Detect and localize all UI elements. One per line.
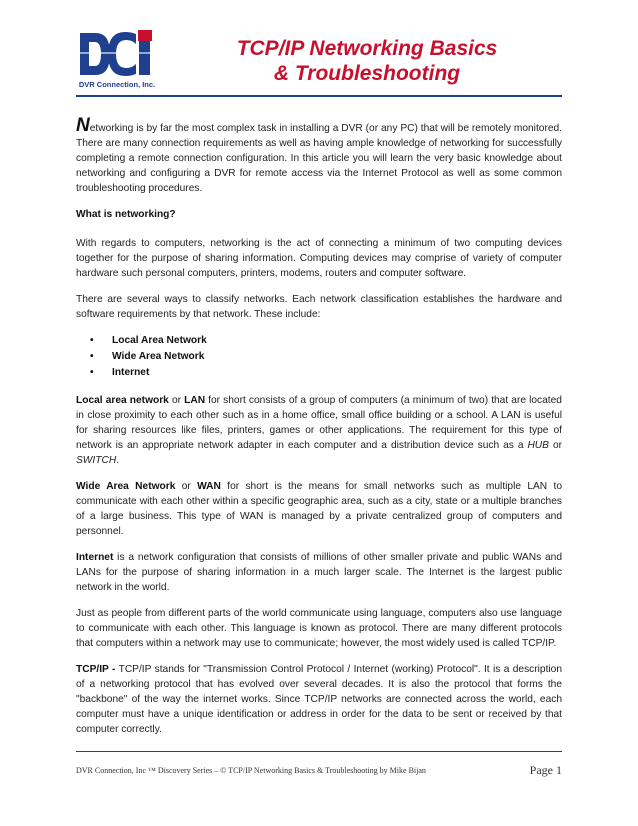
list-item: • Wide Area Network	[102, 349, 562, 365]
logo-subtitle: DVR Connection, Inc.	[78, 80, 156, 89]
classify-paragraph: There are several ways to classify networks. Each network classification establishes the hardware and software requirements by that network. These include:	[76, 294, 562, 320]
tcpip-paragraph	[76, 662, 562, 737]
page-header	[76, 30, 562, 95]
section-heading: What is networking?	[76, 209, 176, 220]
lan-hub: HUB	[527, 440, 549, 451]
wan-abbr: WAN	[197, 481, 221, 492]
lan-switch: SWITCH	[76, 455, 117, 466]
footer-text: DVR Connection, Inc ™ Discovery Series – © TCP/IP Networking Basics & Troubleshooting by Mike Bijan	[76, 766, 426, 775]
internet-text: is a network configuration that consists of millions of other smaller private and public WANs and LANs for the purpose of sharing information in a much larger scale. The Internet is the largest public network in the world.	[76, 552, 562, 593]
page-number: Page 1	[529, 763, 562, 777]
wan-term: Wide Area Network	[76, 481, 176, 492]
wan-paragraph	[76, 479, 562, 539]
internet-paragraph	[76, 550, 562, 595]
lan-term: Local area network	[76, 395, 169, 406]
page-title	[172, 36, 562, 86]
intro-text: etworking is by far the most complex task in installing a DVR (or any PC) that will be remotely monitored. There are many connection requirements as well as having ample knowledge of networking for successfully completing a remote connection configuration. In this article you will learn the very basic knowledge about networking and configuring a DVR for remote access via the Internet Protocol as well as some common troubleshooting procedures.	[76, 123, 562, 194]
language-paragraph: Just as people from different parts of the world communicate using language, computers also use language to communicate with each other. This language is known as protocol. There are many different protocols that computers within a network may use to communicate; however, the most widely used is called TCP/IP.	[76, 608, 562, 649]
lan-abbr: LAN	[184, 395, 206, 406]
company-logo	[76, 30, 158, 92]
lan-end: .	[116, 455, 120, 466]
lan-paragraph	[76, 393, 562, 468]
internet-term: Internet	[76, 552, 114, 563]
wan-or: or	[175, 481, 198, 492]
lan-or: or	[168, 395, 185, 406]
wan-text: for short is the means for small networks such as multiple LAN to communicate with each other within a specific geographic area, such as a city, state or a multiple branches of a large business. This type of WAN is managed by a private centralized group of computers and personnel.	[76, 481, 562, 537]
title-line-2: & Troubleshooting	[273, 62, 461, 85]
dci-logo-icon	[78, 30, 156, 80]
network-types-list	[76, 333, 562, 381]
drop-cap: N	[76, 115, 90, 136]
list-item: • Internet	[102, 365, 562, 381]
definition-paragraph: With regards to computers, networking is the act of connecting a minimum of two computing devices together for the purpose of sharing information. Computing devices may comprise of variety of computer hardware such personal computers, printers, modems, routers and computer software.	[76, 238, 562, 279]
lan-text: for short consists of a group of computers (a minimum of two) that are located in close proximity to each other such as in a home office, small office building or a school. A LAN is useful for sharing resources like files, printers, games or other applications. The requirement for this type of network is an appropriate network adapter in each computer and a distribution device such as a	[76, 395, 562, 451]
footer-divider	[76, 751, 562, 752]
tcpip-text: TCP/IP stands for "Transmission Control Protocol / Internet (working) Protocol". It is a description of a networking protocol that has evolved over several decades. It is also the protocol that forms the "backbone" of the way the internet works. Since TCP/IP networks are connected across the world, each computer must have a unique identification or address in order for the data to be sent or received by that computer correctly.	[76, 664, 562, 735]
intro-paragraph	[76, 115, 562, 196]
header-divider	[76, 95, 562, 97]
page-footer	[76, 763, 562, 779]
lan-or2: or	[548, 440, 562, 451]
article-body	[76, 115, 562, 748]
tcpip-term: TCP/IP -	[76, 664, 116, 675]
title-line-1: TCP/IP Networking Basics	[236, 37, 498, 60]
list-item: • Local Area Network	[102, 333, 562, 349]
